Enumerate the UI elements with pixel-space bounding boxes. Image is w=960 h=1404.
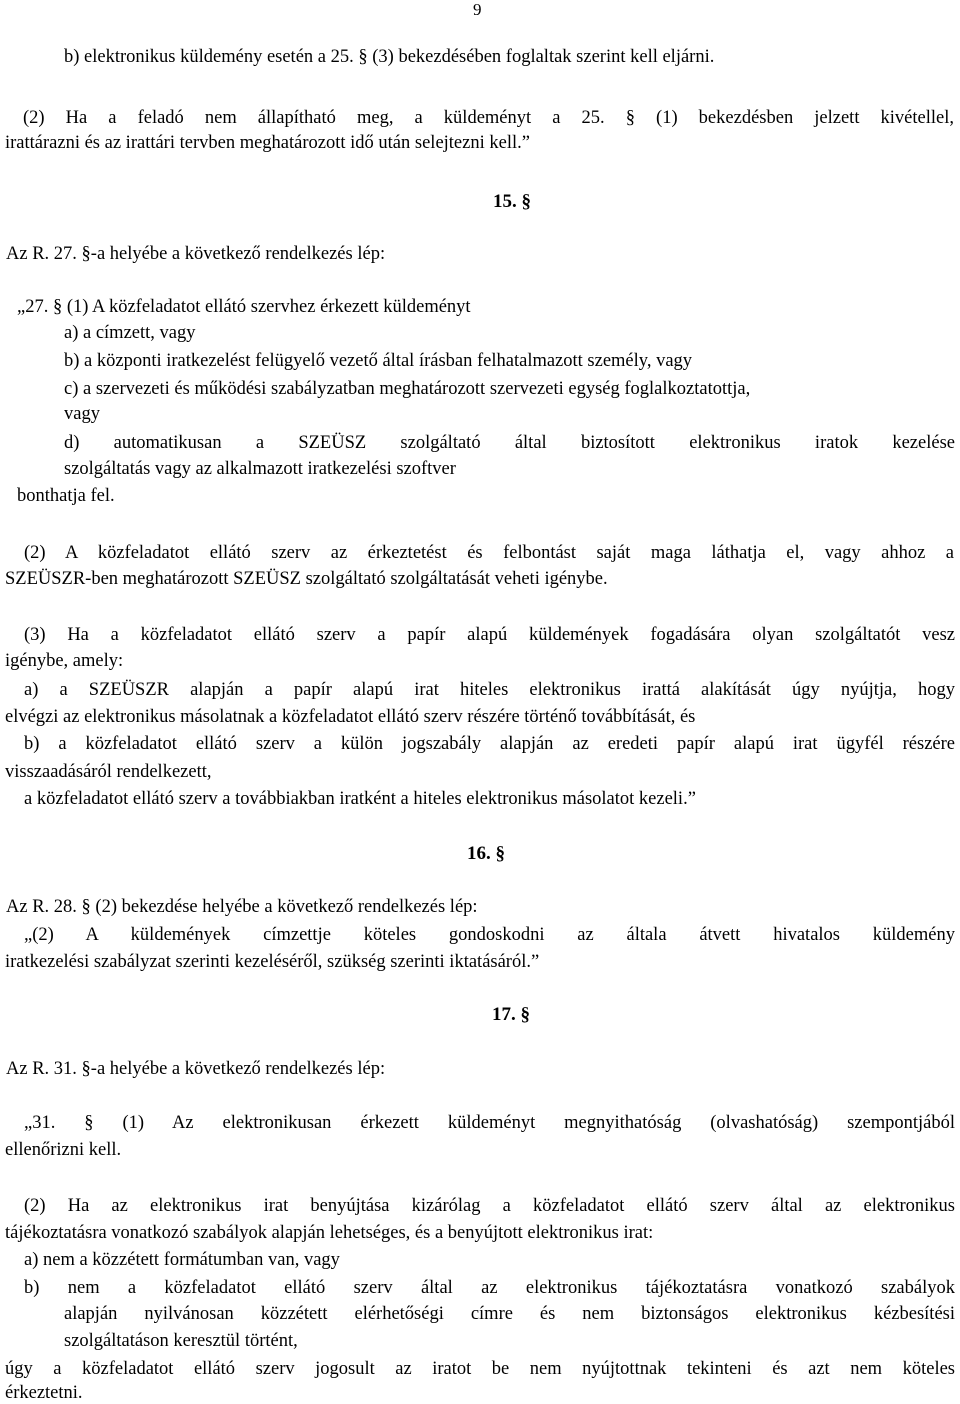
list-item: b) nem a közfeladatot ellátó szerv által az elektronikus tájékoztatásra vonatkozó szabályok (24, 1278, 955, 1298)
amendment-intro: Az R. 31. §-a helyébe a következő rendelkezés lép: (6, 1059, 386, 1079)
list-item: elvégzi az elektronikus másolatnak a közfeladatot ellátó szerv részére történő továbbítását, és (5, 707, 696, 727)
paragraph-line: (2) Ha az elektronikus irat benyújtása kizárólag a közfeladatot ellátó szerv által az elektronikus (24, 1196, 955, 1216)
list-item: d) automatikusan a SZEÜSZ szolgáltató által biztosított elektronikus iratok kezelése (64, 433, 955, 453)
paragraph-line: „27. § (1) A közfeladatot ellátó szervhez érkezett küldeményt (17, 297, 471, 317)
list-item: szolgáltatás vagy az alkalmazott iratkezelési szoftver (64, 459, 456, 479)
paragraph-line: ellenőrizni kell. (5, 1140, 122, 1160)
paragraph-line: iratkezelési szabályzat szerinti kezeléséről, szükség szerinti iktatásáról.” (5, 952, 540, 972)
list-item: a) a SZEÜSZR alapján a papír alapú irat hiteles elektronikus irattá alakítását úgy nyújtja, hogy (24, 680, 955, 700)
section-heading-16: 16. § (467, 843, 505, 864)
list-item: visszaadásáról rendelkezett, (5, 762, 212, 782)
section-heading-17: 17. § (492, 1004, 530, 1025)
amendment-intro: Az R. 28. § (2) bekezdése helyébe a következő rendelkezés lép: (6, 897, 478, 917)
section-heading-15: 15. § (493, 191, 531, 212)
list-item: szolgáltatáson keresztül történt, (64, 1331, 298, 1351)
list-item: vagy (64, 404, 100, 424)
paragraph-line: „(2) A küldemények címzettje köteles gondoskodni az általa átvett hivatalos küldemény (24, 925, 955, 945)
paragraph-line: bonthatja fel. (17, 486, 115, 506)
paragraph-line: „31. § (1) Az elektronikusan érkezett küldeményt megnyithatóság (olvashatóság) szempontjából (24, 1113, 955, 1133)
paragraph-line: (3) Ha a közfeladatot ellátó szerv a papír alapú küldemények fogadására olyan szolgáltatót vesz (24, 625, 955, 645)
paragraph-line: igénybe, amely: (5, 651, 124, 671)
page-number: 9 (473, 0, 482, 19)
amendment-intro: Az R. 27. §-a helyébe a következő rendelkezés lép: (6, 244, 386, 264)
paragraph-line: irattárazni és az irattári tervben meghatározott idő után selejtezni kell.” (5, 133, 530, 153)
list-item: c) a szervezeti és működési szabályzatban meghatározott szervezeti egység foglalkoztatottja, (64, 379, 751, 399)
list-item: b) a központi iratkezelést felügyelő vezető által írásban felhatalmazott személy, vagy (64, 351, 693, 371)
paragraph-line: b) elektronikus küldemény esetén a 25. § (3) bekezdésében foglaltak szerint kell eljárni. (64, 47, 715, 67)
paragraph-line: a közfeladatot ellátó szerv a továbbiakban iratként a hiteles elektronikus másolatot kezeli.” (24, 789, 696, 809)
paragraph-line: (2) A közfeladatot ellátó szerv az érkeztetést és felbontást saját maga láthatja el, vagy ahhoz a (24, 543, 954, 563)
paragraph-line: (2) Ha a feladó nem állapítható meg, a küldeményt a 25. § (1) bekezdésben jelzett kivétellel, (23, 108, 954, 128)
paragraph-line: tájékoztatásra vonatkozó szabályok alapján lehetséges, és a benyújtott elektronikus irat: (5, 1223, 654, 1243)
paragraph-line: SZEÜSZR-ben meghatározott SZEÜSZ szolgáltató szolgáltatását veheti igénybe. (5, 569, 608, 589)
list-item: alapján nyilvánosan közzétett elérhetőségi címre és nem biztonságos elektronikus kézbesítési (64, 1304, 955, 1324)
list-item: b) a közfeladatot ellátó szerv a külön jogszabály alapján az eredeti papír alapú irat ügyfél részére (24, 734, 955, 754)
paragraph-line: úgy a közfeladatot ellátó szerv jogosult az iratot be nem nyújtottnak tekinteni és azt nem köteles (5, 1359, 955, 1379)
list-item: a) a címzett, vagy (64, 323, 196, 343)
paragraph-line: érkeztetni. (5, 1383, 83, 1403)
list-item: a) nem a közzétett formátumban van, vagy (24, 1250, 340, 1270)
